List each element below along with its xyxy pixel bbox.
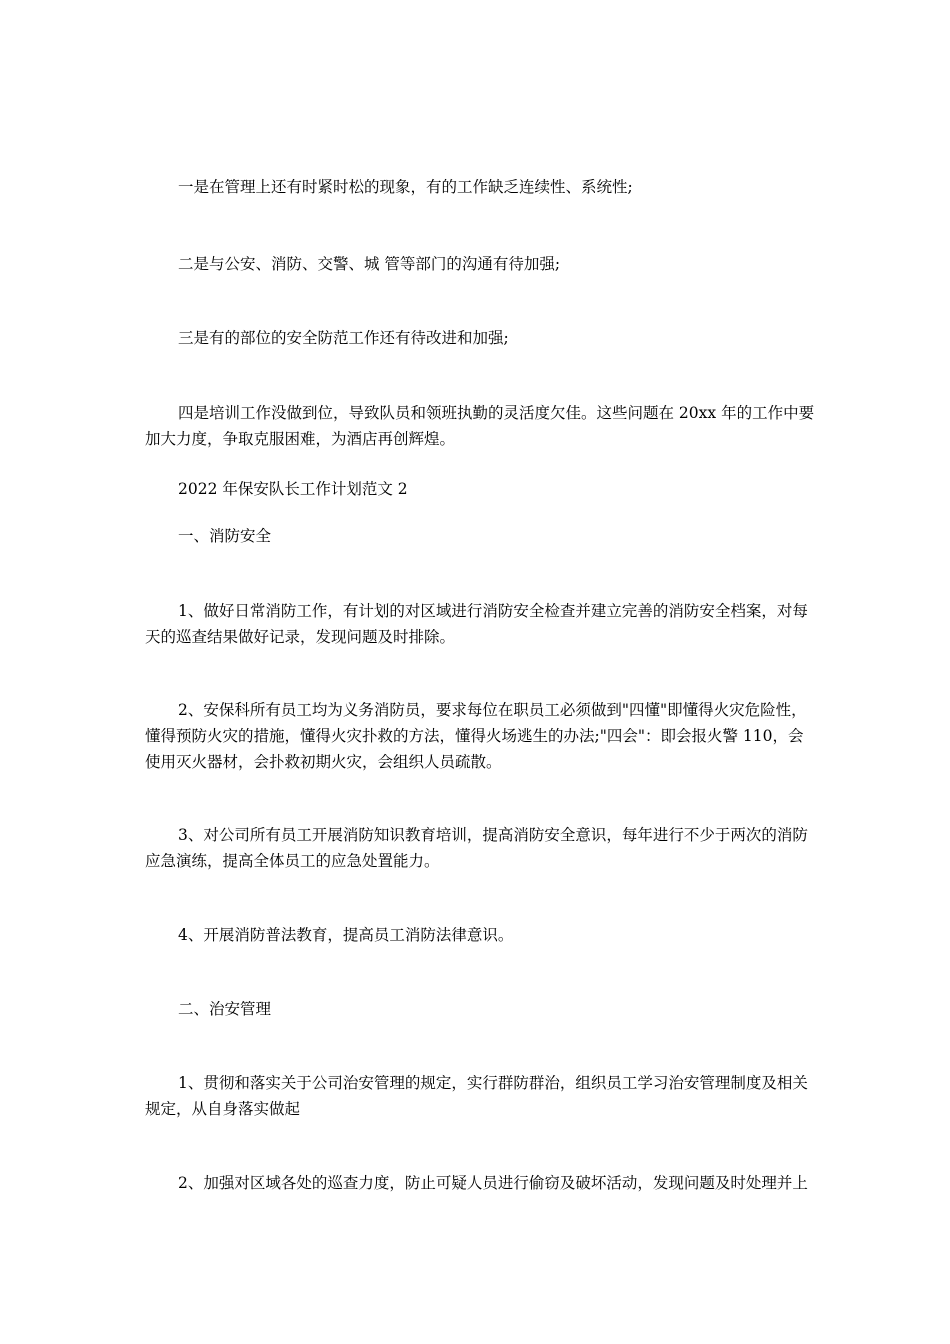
paragraph-training-issue: 四是培训工作没做到位，导致队员和领班执勤的灵活度欠佳。这些问题在 20xx 年的工作中要加大力度，争取克服困难，为酒店再创辉煌。 bbox=[145, 404, 815, 448]
paragraph-fire-item-2: 2、安保科所有员工均为义务消防员，要求每位在职员工必须做到"四懂"即懂得火灾危险性，懂得预防火灾的措施，懂得火灾扑救的方法，懂得火场逃生的办法;"四会"：即会报火警 110，会使用灭火器材，会扑救初期火灾，会组织人员疏散。 bbox=[145, 701, 807, 771]
heading-public-security: 二、治安管理 bbox=[178, 1000, 272, 1018]
paragraph-management-issue: 一是在管理上还有时紧时松的现象，有的工作缺乏连续性、系统性; bbox=[178, 178, 633, 196]
paragraph-security-item-2: 2、加强对区域各处的巡查力度，防止可疑人员进行偷窃及破坏活动，发现问题及时处理并上 bbox=[178, 1174, 808, 1192]
section-title-plan-2: 2022 年保安队长工作计划范文 2 bbox=[178, 480, 408, 498]
paragraph-fire-item-3: 3、对公司所有员工开展消防知识教育培训，提高消防安全意识，每年进行不少于两次的消防应急演练，提高全体员工的应急处置能力。 bbox=[145, 826, 808, 870]
paragraph-fire-item-1: 1、做好日常消防工作，有计划的对区域进行消防安全检查并建立完善的消防安全档案，对每天的巡查结果做好记录，发现问题及时排除。 bbox=[145, 602, 808, 646]
paragraph-communication-issue: 二是与公安、消防、交警、城 管等部门的沟通有待加强; bbox=[178, 255, 561, 273]
heading-fire-safety: 一、消防安全 bbox=[178, 527, 272, 545]
paragraph-fire-item-4: 4、开展消防普法教育，提高员工消防法律意识。 bbox=[178, 926, 514, 944]
paragraph-security-item-1: 1、贯彻和落实关于公司治安管理的规定，实行群防群治，组织员工学习治安管理制度及相关规定，从自身落实做起 bbox=[145, 1074, 808, 1118]
paragraph-security-issue: 三是有的部位的安全防范工作还有待改进和加强; bbox=[178, 329, 509, 347]
